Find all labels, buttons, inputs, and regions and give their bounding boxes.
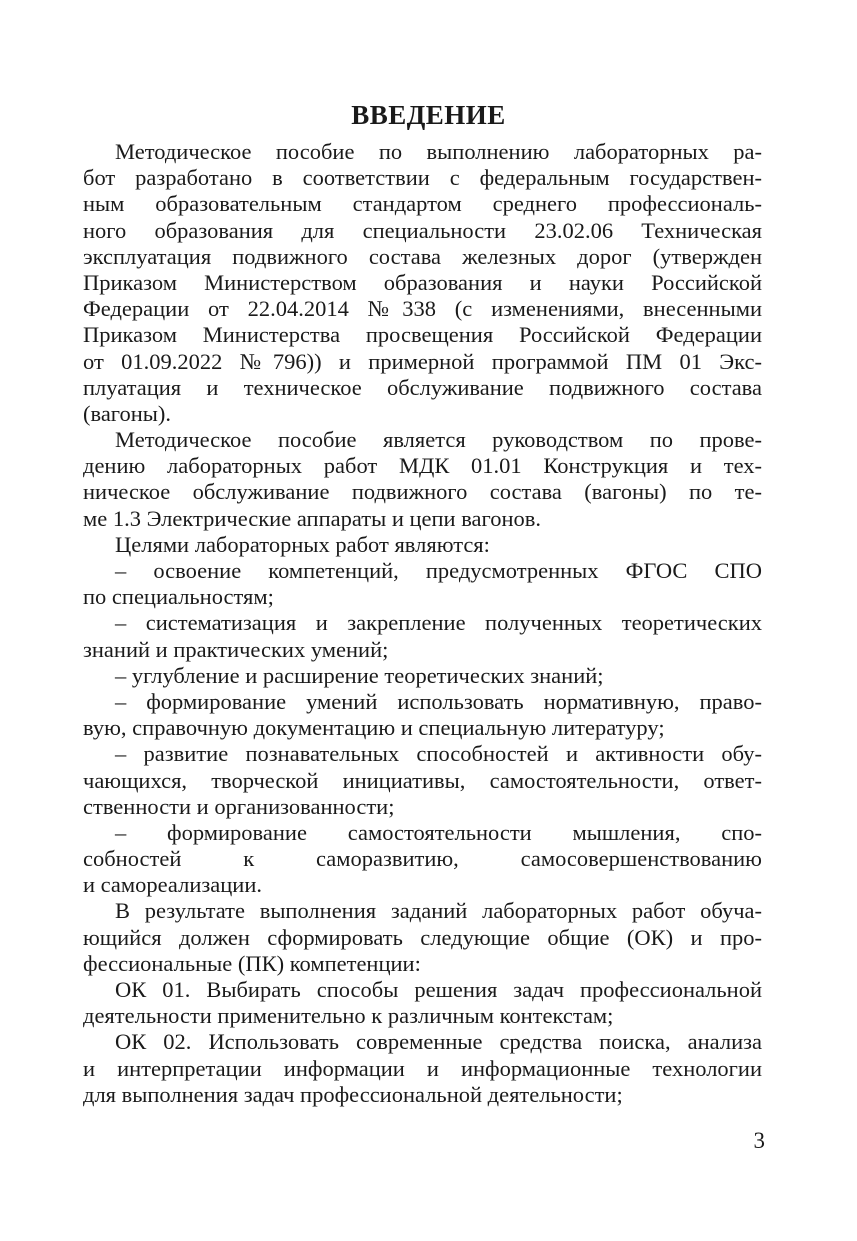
paragraph	[83, 610, 762, 662]
text-line: ным образовательным стандартом среднего профессиональ-	[83, 191, 762, 217]
text-line: – формирование умений использовать нормативную, право-	[115, 688, 762, 714]
paragraph	[83, 558, 762, 610]
text-line: от 01.09.2022 №796)) и примерной программой ПМ 01 Экс-	[83, 348, 762, 374]
text-line: ОК 02. Использовать современные средства поиска, анализа	[115, 1029, 762, 1055]
paragraph	[83, 689, 762, 741]
section-title: ВВЕДЕНИЕ	[351, 100, 506, 130]
text-line: Методическое пособие является руководством по прове-	[115, 427, 762, 453]
paragraph	[83, 139, 762, 427]
text-line: – развитие познавательных способностей и активности обу-	[115, 741, 762, 767]
text-line: ОК 01. Выбирать способы решения задач профессиональной	[115, 977, 762, 1002]
text-line: по специальностям;	[83, 584, 274, 610]
text-line: собностей к саморазвитию, самосовершенствованию	[83, 846, 762, 872]
paragraph	[83, 898, 762, 977]
text-line: ственности и организованности;	[83, 793, 395, 819]
text-line: дению лабораторных работ МДК 01.01 Конструкция и тех-	[83, 453, 762, 479]
paragraph	[83, 820, 762, 899]
text-line: ного образования для специальности 23.02.06 Техническая	[83, 217, 762, 243]
text-line: Приказом Министерства просвещения Российской Федерации	[83, 322, 762, 348]
text-line: эксплуатация подвижного состава железных дорог (утвержден	[83, 243, 762, 269]
text-line: Целями лабораторных работ являются:	[115, 531, 490, 557]
text-line: деятельности применительно к различным контекстам;	[83, 1003, 614, 1029]
text-line: бот разработано в соответствии с федеральным государствен-	[83, 165, 762, 191]
text-line: ническое обслуживание подвижного состава (вагоны) по те-	[83, 479, 762, 505]
text-line: чающихся, творческой инициативы, самостоятельности, ответ-	[83, 767, 762, 793]
paragraph	[83, 741, 762, 820]
text-line: ме 1.3 Электрические аппараты и цепи вагонов.	[83, 505, 541, 531]
text-line: знаний и практических умений;	[83, 636, 389, 662]
paragraph	[83, 977, 762, 1029]
text-line: плуатация и техническое обслуживание подвижного состава	[83, 374, 762, 400]
text-line: – освоение компетенций, предусмотренных ФГОС СПО	[115, 558, 762, 583]
text-line: – формирование самостоятельности мышления, спо-	[115, 819, 762, 845]
text-line: и самореализации.	[83, 872, 262, 898]
text-line: Приказом Министерством образования и науки Российской	[83, 269, 762, 295]
page-number: 3	[753, 1128, 765, 1153]
paragraph	[83, 427, 762, 532]
text-line: для выполнения задач профессиональной деятельности;	[83, 1081, 623, 1107]
text-line: фессиональные (ПК) компетенции:	[83, 950, 421, 976]
text-line: Федерации от 22.04.2014 №338 (с изменениями, внесенными	[83, 296, 762, 322]
paragraph	[83, 532, 762, 558]
text-line: вую, справочную документацию и специальную литературу;	[83, 715, 665, 741]
text-line: (вагоны).	[83, 400, 172, 426]
document-body	[83, 139, 762, 1108]
text-line: и интерпретации информации и информационные технологии	[83, 1055, 762, 1081]
text-line: – углубление и расширение теоретических знаний;	[115, 662, 604, 688]
text-line: В результате выполнения заданий лабораторных работ обуча-	[115, 898, 762, 924]
paragraph	[83, 663, 762, 689]
text-line: – систематизация и закрепление полученных теоретических	[115, 610, 762, 636]
text-line: ющийся должен сформировать следующие общие (ОК) и про-	[83, 924, 762, 950]
text-line: Методическое пособие по выполнению лабораторных ра-	[115, 139, 762, 164]
paragraph	[83, 1029, 762, 1108]
